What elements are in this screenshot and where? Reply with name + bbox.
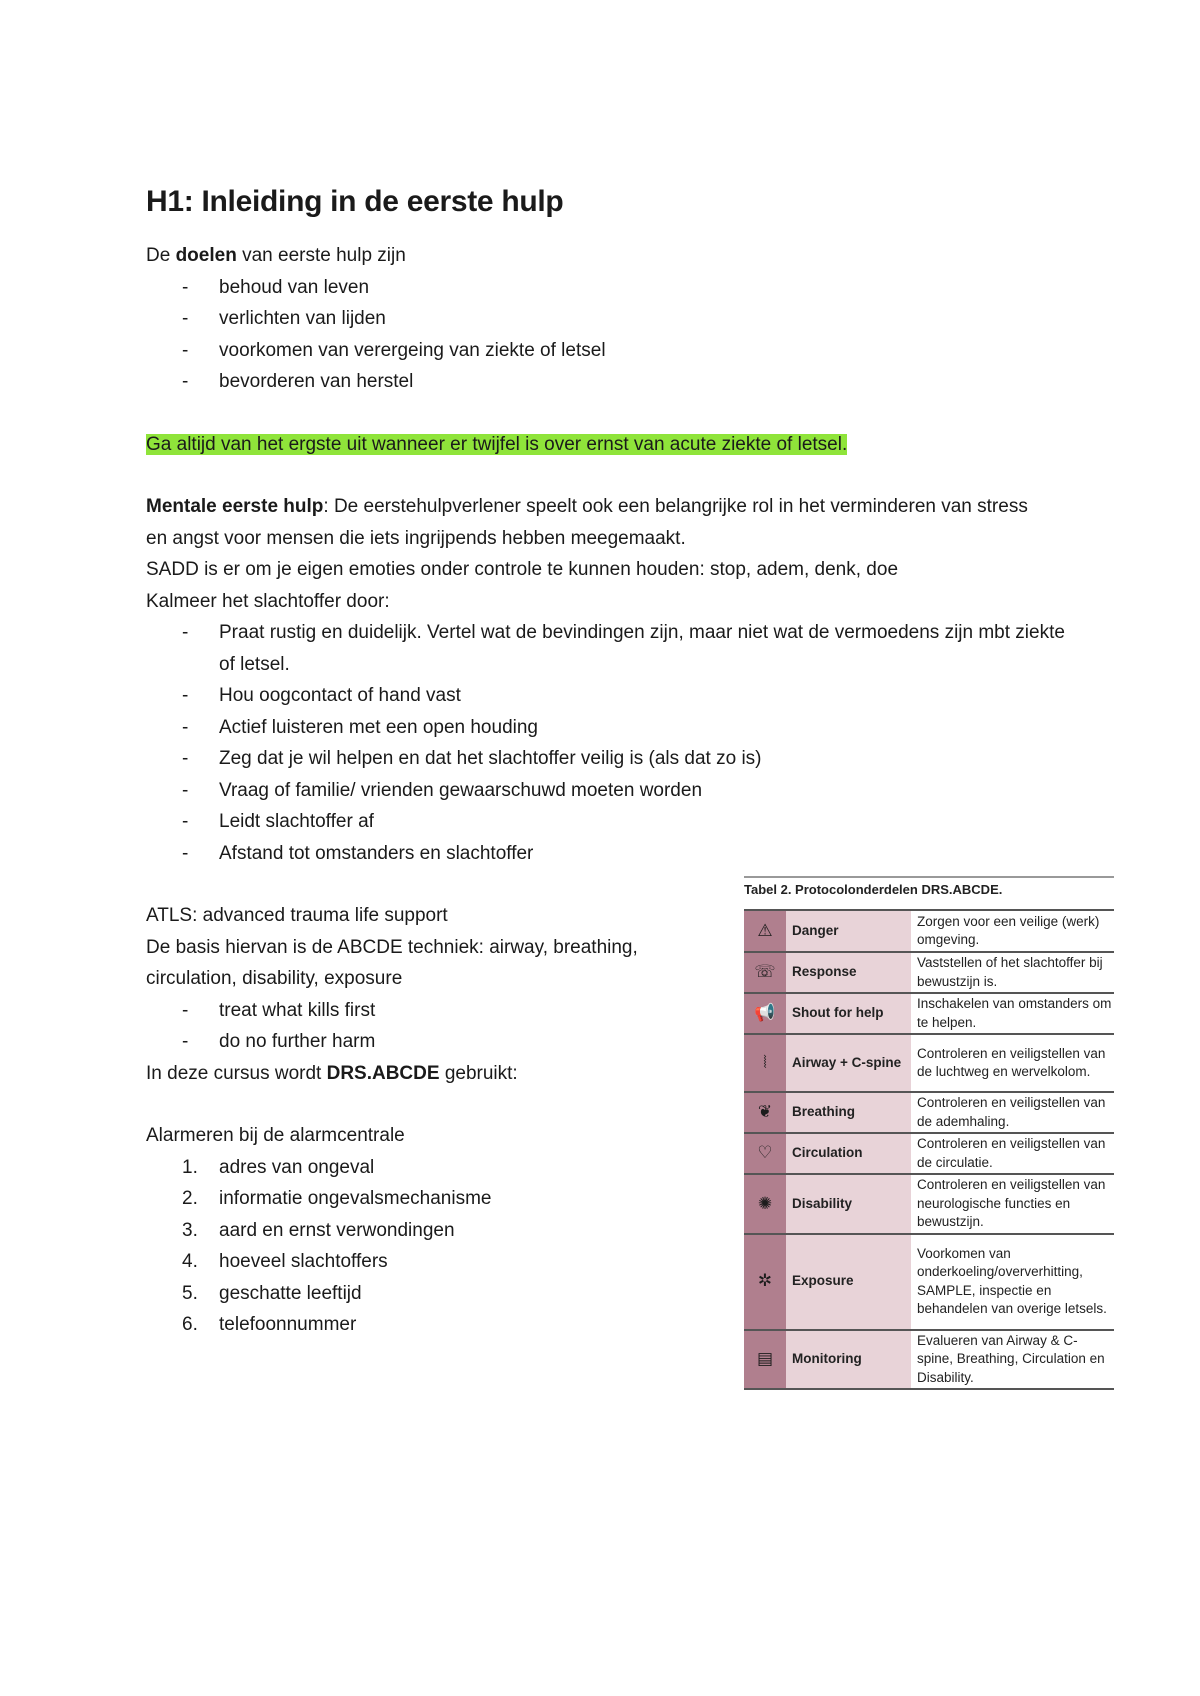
table-cell-description: Controleren en veiligstellen van neurologische functies en bewustzijn. bbox=[911, 1174, 1114, 1234]
list-item: - Zeg dat je wil helpen en dat het slachtoffer veilig is (als dat zo is) bbox=[182, 748, 762, 769]
list-item: - Praat rustig en duidelijk. Vertel wat de bevindingen zijn, maar niet wat de vermoedens zijn mbt ziekte of letsel. bbox=[182, 622, 1065, 675]
protocol-table bbox=[744, 909, 1114, 1390]
calm-intro: Kalmeer het slachtoffer door: bbox=[146, 590, 390, 612]
table-cell-description: Controleren en veiligstellen van de luchtweg en wervelkolom. bbox=[911, 1034, 1114, 1092]
table-row bbox=[744, 952, 1114, 993]
megaphone-icon: 📢 bbox=[744, 993, 786, 1034]
response-icon: ☏ bbox=[744, 952, 786, 993]
table-cell-description: Evalueren van Airway & C-spine, Breathing, Circulation en Disability. bbox=[911, 1330, 1114, 1390]
sadd-line: SADD is er om je eigen emoties onder controle te kunnen houden: stop, adem, denk, doe bbox=[146, 559, 899, 580]
table-cell-description: Vaststellen of het slachtoffer bij bewustzijn is. bbox=[911, 952, 1114, 993]
goals-list bbox=[146, 272, 1106, 398]
list-item: - verlichten van lijden bbox=[182, 308, 386, 329]
table-cell-name: Exposure bbox=[786, 1234, 911, 1330]
list-item: - Afstand tot omstanders en slachtoffer bbox=[182, 842, 534, 864]
alarm-intro: Alarmeren bij de alarmcentrale bbox=[146, 1125, 405, 1146]
table-cell-description: Controleren en veiligstellen van de ademhaling. bbox=[911, 1092, 1114, 1133]
warning-icon: ⚠ bbox=[744, 910, 786, 952]
table-cell-name: Circulation bbox=[786, 1133, 911, 1174]
goals-intro: De doelen van eerste hulp zijn bbox=[146, 245, 406, 266]
list-item: - voorkomen van verergeing van ziekte of letsel bbox=[182, 339, 606, 361]
table-row bbox=[744, 1174, 1114, 1234]
brain-icon: ✺ bbox=[744, 1174, 786, 1234]
atls-list bbox=[146, 995, 706, 1058]
highlight-line: Ga altijd van het ergste uit wanneer er twijfel is over ernst van acute ziekte of letsel. bbox=[146, 433, 848, 455]
alarm-list bbox=[146, 1152, 706, 1341]
heart-icon: ♡ bbox=[744, 1133, 786, 1174]
table-cell-name: Response bbox=[786, 952, 911, 993]
table-cell-name: Shout for help bbox=[786, 993, 911, 1034]
table-cell-description: Inschakelen van omstanders om te helpen. bbox=[911, 993, 1114, 1034]
spine-icon: ⦚ bbox=[744, 1034, 786, 1092]
table-cell-name: Airway + C-spine bbox=[786, 1034, 911, 1092]
list-item: - Vraag of familie/ vrienden gewaarschuwd moeten worden bbox=[182, 779, 703, 801]
mental-first-aid: Mentale eerste hulp: De eerstehulpverlener speelt ook een belangrijke rol in het verminderen van stress en angst voor mensen die iets ingrijpends hebben meegemaakt. bbox=[146, 496, 1028, 549]
table-cell-name: Monitoring bbox=[786, 1330, 911, 1390]
table-cell-description: Controleren en veiligstellen van de circulatie. bbox=[911, 1133, 1114, 1174]
list-item: 6. telefoonnummer bbox=[182, 1314, 357, 1335]
page-title: H1: Inleiding in de eerste hulp bbox=[146, 185, 564, 218]
list-item: - Actief luisteren met een open houding bbox=[182, 716, 538, 738]
clipboard-icon: ▤ bbox=[744, 1330, 786, 1390]
body-icon: ✲ bbox=[744, 1234, 786, 1330]
drs-abcde-table bbox=[744, 876, 1114, 1390]
list-item: - bevorderen van herstel bbox=[182, 371, 414, 392]
list-item: - treat what kills first bbox=[182, 999, 376, 1021]
table-row bbox=[744, 1133, 1114, 1174]
atls-section: ATLS: advanced trauma life support De basis hiervan is de ABCDE techniek: airway, breathing, circulation, disability, exposure - treat what kills first - do no further harm In deze cursus wordt DRS.ABCDE gebruikt: Alarmeren bij de alarmcentrale 1. adres van ongeval 2. informatie ongevalsmechanisme 3. aard en ernst verwondingen 4. hoeveel slachtoffers 5. geschatte leeftijd 6. telefoonnummer bbox=[146, 900, 706, 1341]
table-row bbox=[744, 1330, 1114, 1390]
table-cell-name: Disability bbox=[786, 1174, 911, 1234]
lungs-icon: ❦ bbox=[744, 1092, 786, 1133]
table-row bbox=[744, 1092, 1114, 1133]
table-caption: Tabel 2. Protocolonderdelen DRS.ABCDE. bbox=[744, 876, 1114, 909]
list-item: - Hou oogcontact of hand vast bbox=[182, 685, 461, 706]
table-row bbox=[744, 1034, 1114, 1092]
table-cell-name: Danger bbox=[786, 910, 911, 952]
list-item: 2. informatie ongevalsmechanisme bbox=[182, 1188, 492, 1209]
list-item: - behoud van leven bbox=[182, 276, 370, 298]
list-item: 5. geschatte leeftijd bbox=[182, 1282, 362, 1304]
calm-list bbox=[146, 617, 1106, 869]
list-item: 3. aard en ernst verwondingen bbox=[182, 1219, 455, 1241]
list-item: 1. adres van ongeval bbox=[182, 1156, 375, 1178]
table-row bbox=[744, 910, 1114, 952]
list-item: - Leidt slachtoffer af bbox=[182, 811, 374, 832]
table-cell-description: Voorkomen van onderkoeling/oververhitting, SAMPLE, inspectie en behandelen van overige letsels. bbox=[911, 1234, 1114, 1330]
list-item: 4. hoeveel slachtoffers bbox=[182, 1251, 388, 1272]
table-row bbox=[744, 1234, 1114, 1330]
table-cell-description: Zorgen voor een veilige (werk) omgeving. bbox=[911, 910, 1114, 952]
table-row bbox=[744, 993, 1114, 1034]
table-cell-name: Breathing bbox=[786, 1092, 911, 1133]
list-item: - do no further harm bbox=[182, 1031, 376, 1052]
course-line: In deze cursus wordt DRS.ABCDE gebruikt: bbox=[146, 1062, 518, 1084]
